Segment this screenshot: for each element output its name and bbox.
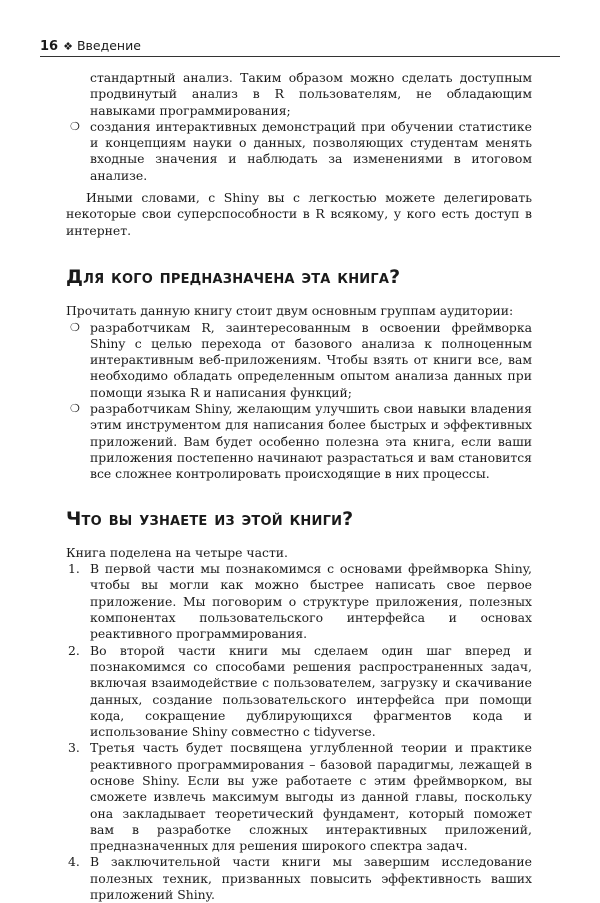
page-body [66,70,532,903]
bullet-circle-icon: ❍ [70,119,80,133]
audience-lead: Прочитать данную книгу стоит двум основным группам аудитории: [66,303,514,319]
list-item: ❍ разработчикам R, заинтересованным в освоении фреймворка Shiny с целью перехода от базового анализа к полноценным интерактивным веб-приложениям. Чтобы взять от книги все, вам необходимо обладать определенным опытом анализа данных при помощи языка R и написания функций; [70,319,532,400]
intro-list [66,70,532,184]
page-header [40,38,560,57]
parts-list [66,561,532,903]
continued-bullet-text: стандартный анализ. Таким образом можно сделать доступным продвинутый анализ в R пользователям, не обладающим навыками программирования; [90,70,532,118]
list-item: ❍ разработчикам Shiny, желающим улучшить свои навыки владения этим инструментом для написания более быстрых и эффективных приложений. Вам будет особенно полезна эта книга, если ваши приложения постепенно начинают разрастаться и вам становится все сложнее контролировать происходящие в них процессы. [70,401,532,482]
contents-lead: Книга поделена на четыре части. [66,544,288,560]
ornament-icon: ❖ [63,40,73,53]
section-heading-audience: Для кого предназначена эта книга? [66,265,401,288]
list-item: 3. Третья часть будет посвящена углубленной теории и практике реактивного программирования – базовой парадигмы, лежащей в основе Shiny. Если вы уже работаете с этим фреймворком, вы сможете извлечь максимум выгоды из данной главы, поскольку она закладывает теоретический фундамент, который поможет вам в разработке сложных интерактивных приложений, предназначенных для решения широкого спектра задач. [68,740,532,854]
bullet-circle-icon: ❍ [70,402,80,416]
summary-paragraph: Иными словами, с Shiny вы с легкостью можете делегировать некоторые свои суперспособности в R всякому, у кого есть доступ в интернет. [66,190,532,238]
section-heading-contents: Что вы узнаете из этой книги? [66,507,354,530]
list-item: 2. Во второй части книги мы сделаем один шаг вперед и познакомимся со способами решения распространенных задач, включая взаимодействие с пользователем, загрузку и скачивание данных, создание пользовательского интерфейса при помощи кода, сокращение дублирующихся фрагментов кода и использование Shiny совместно с tidyverse. [68,642,532,740]
page-number: 16 [40,39,59,54]
bullet-circle-icon: ❍ [70,320,80,334]
audience-list [66,320,532,483]
list-item: 1. В первой части мы познакомимся с основами фреймворка Shiny, чтобы вы могли как можно быстрее написать свое первое приложение. Мы поговорим о структуре приложения, полезных компонентах пользовательского интерфейса и основах реактивного программирования. [68,561,532,642]
list-item: ❍ создания интерактивных демонстраций при обучении статистике и концепциям науки о данных, позволяющих студентам менять входные значения и наблюдать за изменениями в итоговом анализе. [70,118,532,183]
list-item: 4. В заключительной части книги мы завершим исследование полезных техник, призванных повысить эффективность ваших приложений Shiny. [68,854,532,903]
running-title: Введение [76,38,141,53]
list-item [90,70,532,119]
